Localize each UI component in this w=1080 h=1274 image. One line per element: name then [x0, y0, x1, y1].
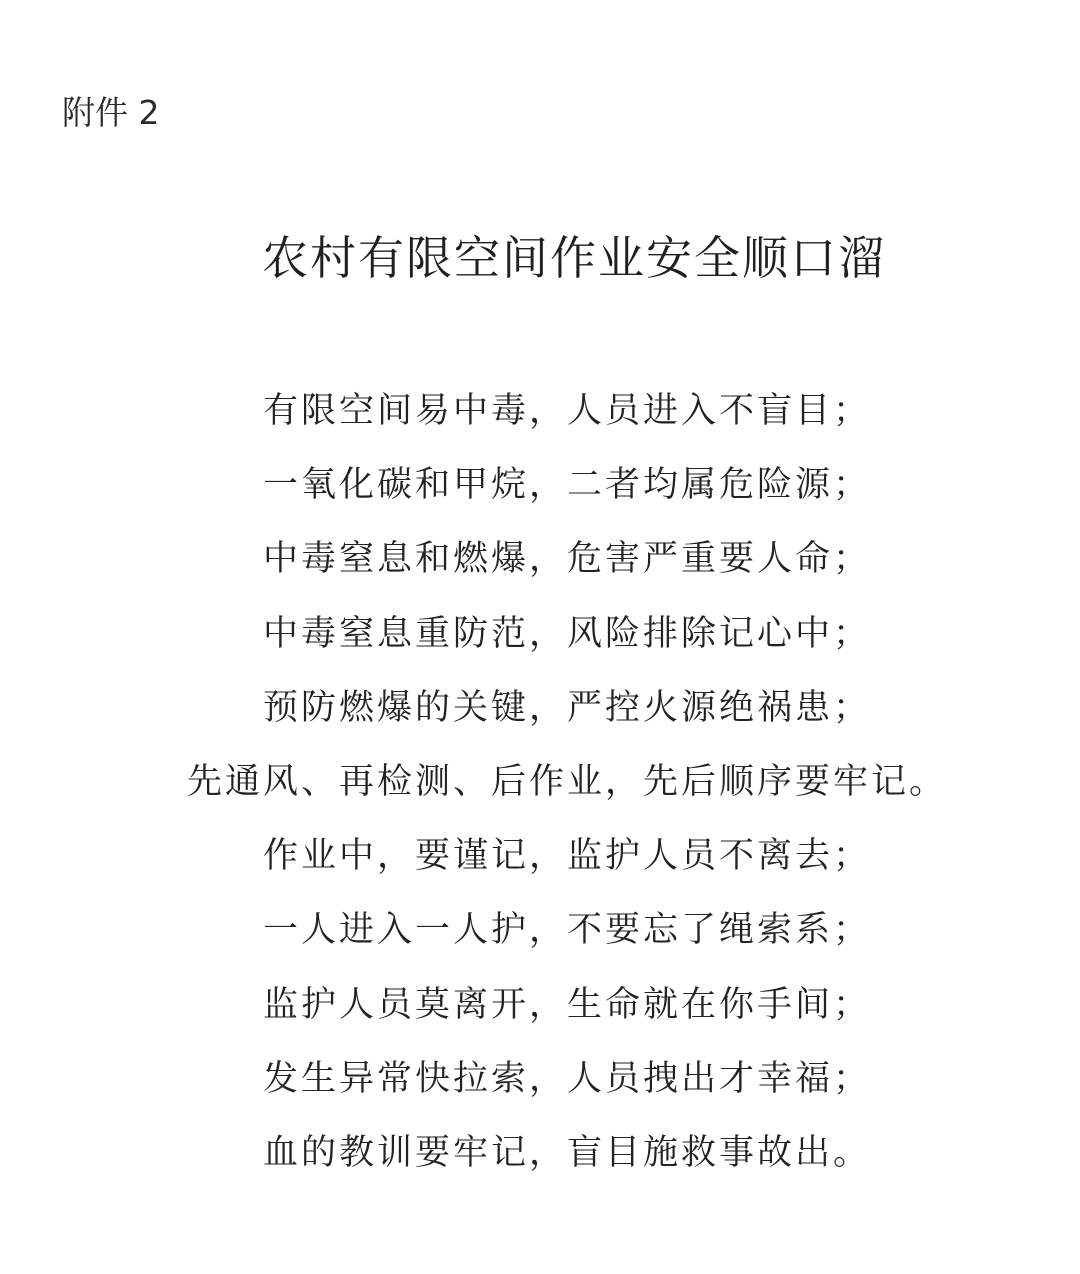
document-title: 农村有限空间作业安全顺口溜	[262, 231, 886, 285]
rhyme-line-4: 中毒窒息重防范，风险排除记心中；	[262, 613, 871, 654]
attachment-label: 附件 2	[62, 93, 160, 132]
rhyme-line-9: 监护人员莫离开，生命就在你手间；	[262, 984, 871, 1025]
rhyme-line-1: 有限空间易中毒，人员进入不盲目；	[262, 391, 871, 431]
rhyme-line-8: 一人进入一人护，不要忘了绳索系；	[262, 910, 871, 951]
rhyme-line-10: 发生异常快拉索，人员拽出才幸福；	[262, 1058, 871, 1099]
rhyme-line-5: 预防燃爆的关键，严控火源绝祸患；	[262, 687, 871, 728]
rhyme-lines	[0, 383, 1080, 1199]
rhyme-line-2: 一氧化碳和甲烷，二者均属危险源；	[262, 465, 871, 506]
rhyme-line-7: 作业中，要谨记，监护人员不离去；	[262, 836, 871, 877]
rhyme-line-6: 先通风、再检测、后作业，先后顺序要牢记。	[186, 761, 947, 802]
rhyme-line-3: 中毒窒息和燃爆，危害严重要人命；	[262, 539, 871, 580]
rhyme-line-11: 血的教训要牢记，盲目施救事故出。	[262, 1132, 871, 1173]
